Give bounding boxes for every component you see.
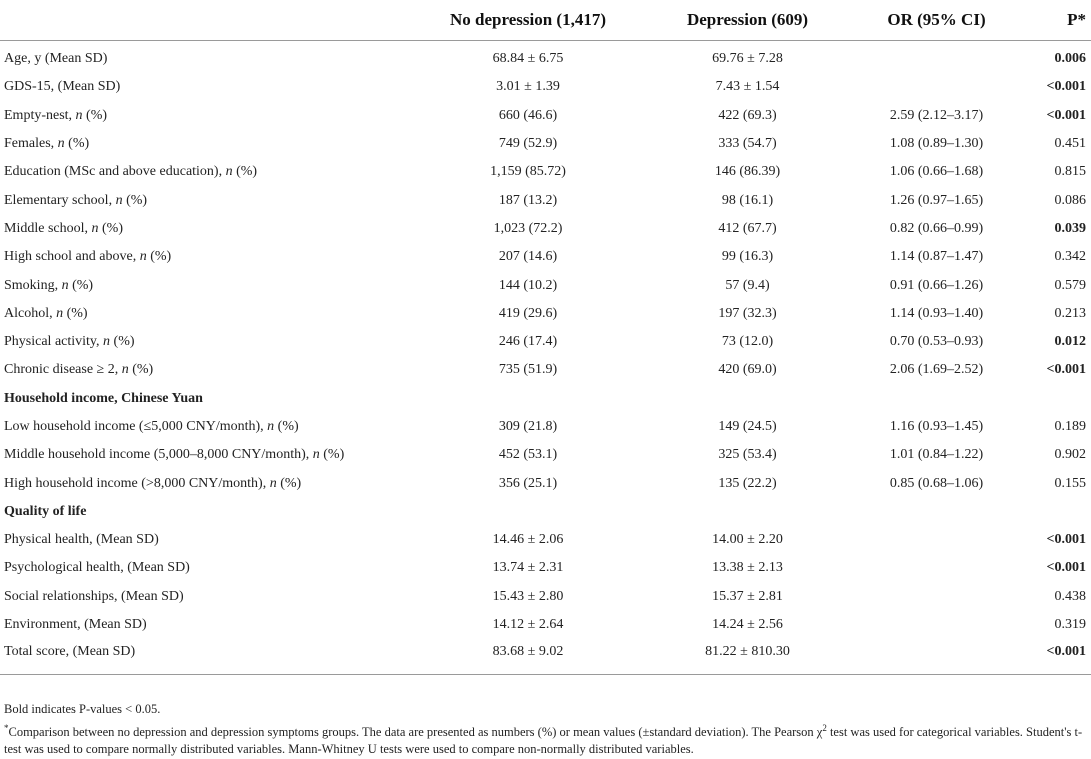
odds-ratio-value: 0.82 (0.66–0.99) bbox=[889, 220, 984, 236]
row-label bbox=[0, 583, 405, 611]
row-label bbox=[0, 526, 405, 554]
row-label-n: n bbox=[312, 447, 320, 463]
row-label bbox=[0, 243, 405, 271]
row-label-n: n bbox=[57, 136, 65, 152]
table-row bbox=[0, 102, 1091, 130]
row-label-n: n bbox=[75, 107, 83, 123]
table-row bbox=[0, 469, 1091, 497]
p-value: 0.039 bbox=[1054, 220, 1086, 236]
table-row bbox=[0, 130, 1091, 158]
section-heading: Quality of life bbox=[4, 503, 87, 519]
row-label-text: GDS-15, (Mean SD) bbox=[4, 79, 121, 95]
no-depression-value: 246 (17.4) bbox=[498, 334, 558, 350]
depression-value: 7.43 ± 1.54 bbox=[715, 79, 780, 95]
p-value: <0.001 bbox=[1046, 107, 1086, 123]
row-label-n: n bbox=[103, 334, 111, 350]
table-header-row bbox=[0, 0, 1091, 41]
depression-value: 420 (69.0) bbox=[718, 362, 777, 378]
depression-value: 73 (12.0) bbox=[721, 334, 774, 350]
row-label-text: Low household income (≤5,000 CNY/month), bbox=[4, 419, 268, 434]
row-label-text: Psychological health, (Mean SD) bbox=[4, 560, 190, 576]
no-depression-value: 660 (46.6) bbox=[498, 107, 558, 123]
row-label bbox=[0, 130, 405, 158]
depression-value: 15.37 ± 2.81 bbox=[712, 588, 783, 604]
p-value: 0.189 bbox=[1054, 419, 1086, 434]
p-value: 0.086 bbox=[1054, 192, 1086, 208]
no-depression-value: 356 (25.1) bbox=[498, 475, 558, 491]
no-depression-value: 187 (13.2) bbox=[498, 192, 558, 208]
depression-value: 14.00 ± 2.20 bbox=[712, 532, 783, 548]
row-label-n: n bbox=[56, 305, 64, 321]
footnote bbox=[4, 724, 1089, 759]
section-row bbox=[0, 385, 1091, 413]
row-label bbox=[0, 328, 405, 356]
row-label-text: High household income (>8,000 CNY/month), bbox=[4, 475, 270, 491]
footnote-text-b: test was used for categorical variables. Student's t-test was used to compare normally distributed variables. Mann-Whitney U tests were used to compare non-normally distributed variables. bbox=[4, 724, 1083, 756]
table-row bbox=[0, 583, 1091, 611]
row-label-text: Smoking, bbox=[4, 277, 62, 293]
p-value: 0.342 bbox=[1054, 249, 1086, 265]
no-depression-value: 14.46 ± 2.06 bbox=[492, 532, 564, 548]
depression-value: 146 (86.39) bbox=[714, 164, 781, 180]
table-row bbox=[0, 639, 1091, 675]
section-row bbox=[0, 498, 1091, 526]
depression-value: 13.38 ± 2.13 bbox=[712, 560, 783, 576]
depression-value: 135 (22.2) bbox=[718, 475, 777, 491]
p-value: 0.012 bbox=[1054, 334, 1086, 350]
odds-ratio-value bbox=[844, 41, 1029, 74]
no-depression-value: 419 (29.6) bbox=[498, 305, 558, 321]
odds-ratio-value: 1.01 (0.84–1.22) bbox=[889, 447, 984, 463]
row-label-pct: (%) bbox=[128, 362, 154, 378]
row-label-text: Physical activity, bbox=[4, 334, 104, 350]
row-label-text: Females, bbox=[4, 136, 58, 152]
row-label-text: Chronic disease ≥ 2, bbox=[4, 362, 122, 378]
table-row bbox=[0, 158, 1091, 186]
footnote-superscript: 2 bbox=[822, 722, 827, 733]
row-label-pct: (%) bbox=[276, 475, 302, 491]
row-label bbox=[0, 469, 405, 497]
depression-value: 69.76 ± 7.28 bbox=[712, 51, 783, 67]
no-depression-value: 1,023 (72.2) bbox=[493, 220, 563, 236]
depression-value: 81.22 ± 810.30 bbox=[651, 639, 844, 675]
odds-ratio-value: 1.14 (0.93–1.40) bbox=[889, 305, 984, 321]
row-label-pct: (%) bbox=[146, 249, 172, 265]
row-label bbox=[0, 186, 405, 214]
p-value: 0.451 bbox=[1054, 136, 1086, 152]
odds-ratio-value bbox=[844, 611, 1029, 639]
row-label bbox=[0, 639, 405, 675]
row-label-text: Physical health, (Mean SD) bbox=[4, 532, 159, 548]
odds-ratio-value: 1.06 (0.66–1.68) bbox=[889, 164, 984, 180]
no-depression-value: 68.84 ± 6.75 bbox=[492, 51, 564, 67]
odds-ratio-value: 1.16 (0.93–1.45) bbox=[889, 419, 984, 434]
table-row bbox=[0, 413, 1091, 441]
table-footnotes bbox=[4, 701, 1089, 759]
row-label-text: Environment, (Mean SD) bbox=[4, 617, 147, 633]
row-label bbox=[0, 554, 405, 582]
row-label-pct: (%) bbox=[232, 164, 258, 180]
row-label bbox=[0, 41, 405, 74]
odds-ratio-value bbox=[844, 554, 1029, 582]
odds-ratio-value bbox=[844, 583, 1029, 611]
depression-value: 422 (69.3) bbox=[718, 107, 777, 123]
no-depression-value: 14.12 ± 2.64 bbox=[492, 617, 564, 633]
row-label bbox=[0, 356, 405, 384]
table-row bbox=[0, 356, 1091, 384]
no-depression-value: 207 (14.6) bbox=[498, 249, 558, 265]
row-label-n: n bbox=[115, 192, 123, 208]
no-depression-value: 3.01 ± 1.39 bbox=[496, 79, 560, 95]
odds-ratio-value: 1.14 (0.87–1.47) bbox=[889, 249, 984, 265]
row-label-n: n bbox=[139, 249, 147, 265]
p-value: 0.213 bbox=[1054, 305, 1086, 321]
row-label-text: Education (MSc and above education), bbox=[4, 164, 226, 180]
p-value: 0.438 bbox=[1054, 588, 1086, 604]
row-label-pct: (%) bbox=[319, 447, 345, 463]
footnote-star: * bbox=[4, 722, 9, 733]
depression-value: 98 (16.1) bbox=[721, 192, 774, 208]
table-row bbox=[0, 441, 1091, 469]
depression-value: 325 (53.4) bbox=[718, 447, 777, 463]
table-row bbox=[0, 271, 1091, 299]
no-depression-value: 749 (52.9) bbox=[498, 136, 558, 152]
row-label bbox=[0, 102, 405, 130]
table-row bbox=[0, 300, 1091, 328]
header-label-cell bbox=[0, 0, 405, 41]
bold-note: Bold indicates P-values < 0.05. bbox=[4, 702, 161, 716]
row-label-n: n bbox=[61, 277, 69, 293]
row-label bbox=[0, 611, 405, 639]
odds-ratio-value: 1.26 (0.97–1.65) bbox=[889, 192, 984, 208]
row-label-pct: (%) bbox=[110, 334, 135, 350]
odds-ratio-value: 2.06 (1.69–2.52) bbox=[889, 362, 984, 378]
p-value: 0.815 bbox=[1054, 164, 1086, 180]
row-label-pct: (%) bbox=[274, 419, 299, 434]
row-label-pct: (%) bbox=[64, 136, 90, 152]
depression-value: 149 (24.5) bbox=[718, 419, 777, 434]
row-label-n: n bbox=[121, 362, 129, 378]
depression-value: 14.24 ± 2.56 bbox=[712, 617, 783, 633]
row-label-n: n bbox=[225, 164, 233, 180]
p-value: 0.902 bbox=[1054, 447, 1086, 463]
row-label bbox=[0, 413, 405, 441]
row-label bbox=[0, 441, 405, 469]
row-label-text: Elementary school, bbox=[4, 192, 116, 208]
row-label-n: n bbox=[91, 220, 99, 236]
table-row bbox=[0, 554, 1091, 582]
section-heading: Household income, Chinese Yuan bbox=[4, 390, 203, 406]
row-label bbox=[0, 215, 405, 243]
row-label-pct: (%) bbox=[122, 192, 148, 208]
row-label-pct: (%) bbox=[98, 220, 123, 236]
row-label bbox=[0, 158, 405, 186]
table-row bbox=[0, 73, 1091, 101]
odds-ratio-value: 1.08 (0.89–1.30) bbox=[889, 136, 984, 152]
odds-ratio-value: 0.91 (0.66–1.26) bbox=[889, 277, 984, 293]
row-label-text: Total score, (Mean SD) bbox=[4, 644, 136, 660]
row-label-text: Alcohol, bbox=[4, 305, 57, 321]
odds-ratio-value bbox=[844, 73, 1029, 101]
no-depression-value: 144 (10.2) bbox=[498, 277, 558, 293]
row-label-n: n bbox=[269, 475, 277, 491]
odds-ratio-value: 0.70 (0.53–0.93) bbox=[889, 334, 984, 350]
row-label bbox=[0, 73, 405, 101]
row-label-pct: (%) bbox=[68, 277, 94, 293]
odds-ratio-value bbox=[844, 526, 1029, 554]
header-no-depression: No depression (1,417) bbox=[405, 0, 651, 41]
table-row bbox=[0, 526, 1091, 554]
row-label-text: High school and above, bbox=[4, 249, 140, 265]
row-label-text: Social relationships, (Mean SD) bbox=[4, 588, 184, 604]
table-row bbox=[0, 41, 1091, 74]
row-label-text: Empty-nest, bbox=[4, 107, 76, 123]
no-depression-value: 735 (51.9) bbox=[498, 362, 558, 378]
no-depression-value: 83.68 ± 9.02 bbox=[405, 639, 651, 675]
odds-ratio-value: 2.59 (2.12–3.17) bbox=[889, 107, 984, 123]
footnote-text-a: Comparison between no depression and depression symptoms groups. The data are presented as numbers (%) or mean values (±standard deviation). The Pearson χ bbox=[8, 724, 823, 739]
p-value: <0.001 bbox=[1046, 560, 1086, 576]
table-row bbox=[0, 243, 1091, 271]
row-label-n: n bbox=[267, 419, 275, 434]
p-value: 0.006 bbox=[1054, 51, 1086, 67]
table-row bbox=[0, 611, 1091, 639]
row-label-text: Middle household income (5,000–8,000 CNY/month), bbox=[4, 447, 313, 463]
depression-value: 57 (9.4) bbox=[725, 277, 770, 293]
odds-ratio-value bbox=[844, 639, 1029, 675]
p-value: 0.579 bbox=[1054, 277, 1086, 293]
header-depression: Depression (609) bbox=[651, 0, 844, 41]
no-depression-value: 1,159 (85.72) bbox=[490, 164, 566, 180]
no-depression-value: 452 (53.1) bbox=[498, 447, 558, 463]
no-depression-value: 309 (21.8) bbox=[498, 419, 558, 434]
header-p-value: P* bbox=[1029, 0, 1091, 41]
no-depression-value: 15.43 ± 2.80 bbox=[492, 588, 564, 604]
p-value: <0.001 bbox=[1046, 79, 1086, 95]
table-row bbox=[0, 328, 1091, 356]
row-label-text: Age, y (Mean SD) bbox=[4, 51, 108, 67]
no-depression-value: 13.74 ± 2.31 bbox=[492, 560, 564, 576]
table-row bbox=[0, 186, 1091, 214]
row-label-pct: (%) bbox=[63, 305, 88, 321]
header-odds-ratio: OR (95% CI) bbox=[844, 0, 1029, 41]
row-label bbox=[0, 300, 405, 328]
table-row bbox=[0, 215, 1091, 243]
row-label-pct: (%) bbox=[82, 107, 108, 123]
depression-value: 412 (67.7) bbox=[718, 220, 777, 236]
depression-value: 99 (16.3) bbox=[721, 249, 774, 265]
p-value: <0.001 bbox=[1046, 362, 1086, 378]
row-label bbox=[0, 271, 405, 299]
p-value: <0.001 bbox=[1029, 639, 1091, 675]
p-value: <0.001 bbox=[1046, 532, 1086, 548]
row-label-text: Middle school, bbox=[4, 220, 92, 236]
depression-value: 333 (54.7) bbox=[718, 136, 777, 152]
p-value: 0.319 bbox=[1054, 617, 1086, 633]
odds-ratio-value: 0.85 (0.68–1.06) bbox=[889, 475, 984, 491]
p-value: 0.155 bbox=[1054, 475, 1086, 491]
depression-value: 197 (32.3) bbox=[718, 305, 777, 321]
